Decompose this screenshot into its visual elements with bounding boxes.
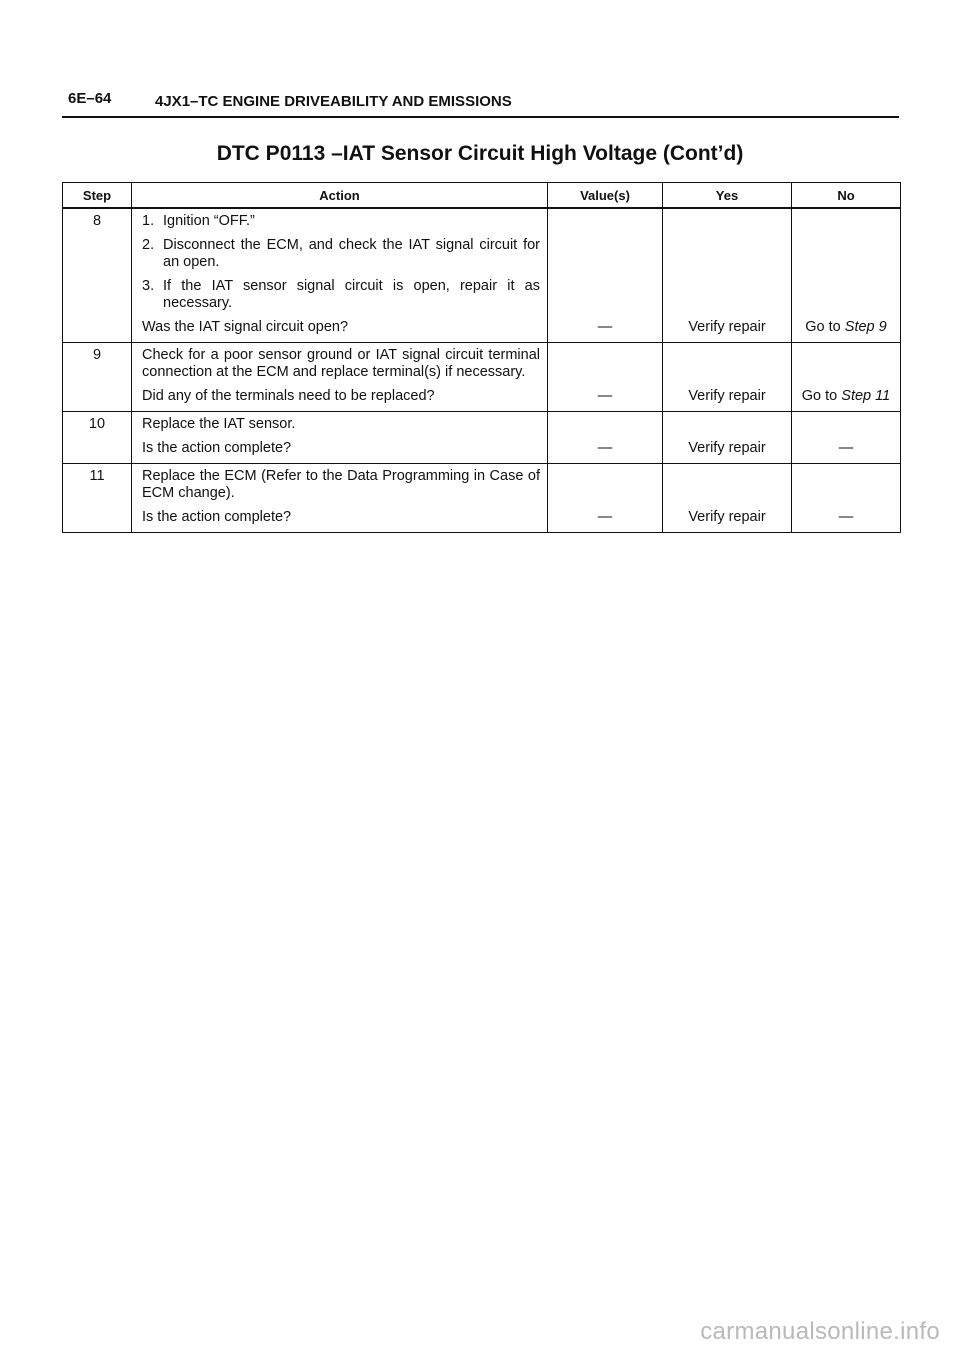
step-number: 10 [63,412,132,464]
table-row [63,343,901,412]
action-item: 1. Ignition “OFF.” [142,213,255,229]
page-number: 6E–64 [68,90,112,107]
page-title: DTC P0113 –IAT Sensor Circuit High Voltage (Cont’d) [216,142,744,165]
action-question: Is the action complete? [142,509,292,525]
no-cell: — [792,412,901,464]
step-number: 11 [63,464,132,533]
value-cell: — [548,208,663,343]
value-cell: — [548,464,663,533]
table-row [63,412,901,464]
table-row [63,208,901,343]
table-header-row [63,183,901,209]
action-question: Did any of the terminals need to be replaced? [142,388,435,404]
action-text: Replace the IAT sensor. [142,416,296,432]
yes-cell: Verify repair [663,208,792,343]
step-number: 8 [63,208,132,343]
step-reference: Step 9 [844,319,887,335]
step-reference: Step 11 [841,388,891,404]
running-head: 4JX1–TC ENGINE DRIVEABILITY AND EMISSIONS [155,93,512,110]
action-text: Replace the ECM (Refer to the Data Programming in Case of ECM change). [142,468,540,501]
no-cell: Go to Step 11 [792,343,901,412]
action-question: Is the action complete? [142,440,292,456]
value-cell: — [548,412,663,464]
action-question: Was the IAT signal circuit open? [142,319,349,335]
header-rule [62,116,899,118]
yes-cell: Verify repair [663,464,792,533]
watermark: carmanualsonline.info [700,1318,940,1345]
action-cell [132,464,548,533]
value-cell: — [548,343,663,412]
action-cell [132,412,548,464]
yes-cell: Verify repair [663,343,792,412]
column-header-no: No [792,183,901,209]
column-header-yes: Yes [663,183,792,209]
action-cell [132,208,548,343]
column-header-values: Value(s) [548,183,663,209]
action-item: 3. If the IAT sensor signal circuit is open, repair it as necessary. [142,278,540,311]
column-header-step: Step [63,183,132,209]
no-cell: — [792,464,901,533]
step-number: 9 [63,343,132,412]
yes-cell: Verify repair [663,412,792,464]
action-text: Check for a poor sensor ground or IAT signal circuit terminal connection at the ECM and replace terminal(s) if necessary. [142,347,540,380]
column-header-action: Action [132,183,548,209]
table-row [63,464,901,533]
action-item: 2. Disconnect the ECM, and check the IAT signal circuit for an open. [142,237,540,270]
action-cell [132,343,548,412]
no-cell: Go to Step 9 [792,208,901,343]
diagnostic-table [62,182,901,533]
